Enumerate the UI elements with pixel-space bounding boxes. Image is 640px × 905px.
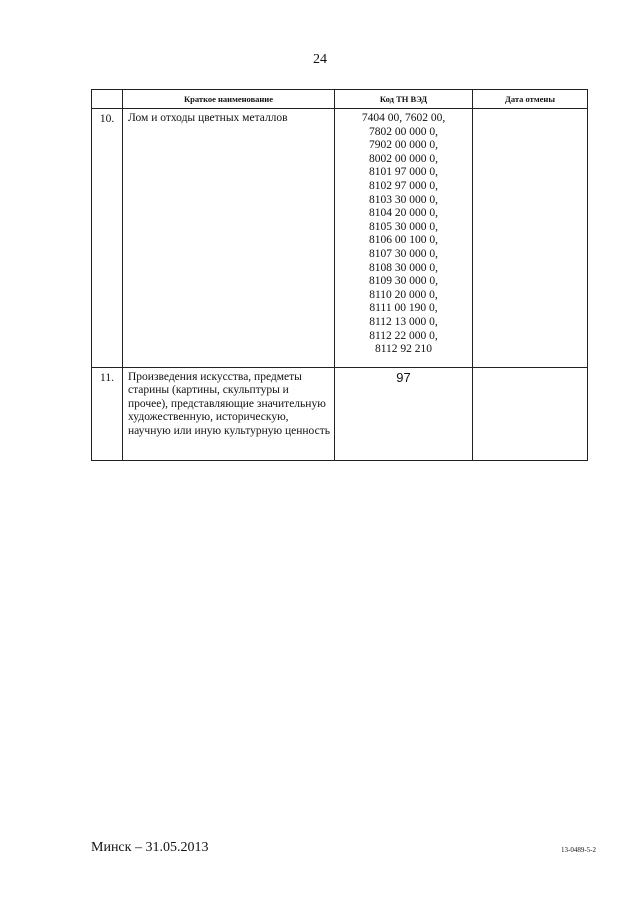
code-line: 8106 00 100 0, <box>369 234 438 247</box>
table-header-row <box>92 90 588 109</box>
header-name: Краткое наименование <box>123 90 335 109</box>
header-number <box>92 90 123 109</box>
code-line: 8109 30 000 0, <box>369 275 438 288</box>
code-line: 8112 13 000 0, <box>369 315 438 328</box>
row-code: 97 <box>335 368 473 461</box>
code-line: 7404 00, 7602 00, <box>361 112 446 124</box>
row-name: Лом и отходы цветных металлов <box>123 109 335 368</box>
code-line: 8112 92 210 <box>374 343 433 356</box>
header-code: Код ТН ВЭД <box>335 90 473 109</box>
document-table <box>91 89 588 461</box>
footer-place-date: Минск – 31.05.2013 <box>91 840 209 855</box>
row-name: Произведения искусства, предметы старины (картины, скульптуры и прочее), представляющие значительную художественную, историческую, научную или иную культурную ценность <box>123 368 335 461</box>
code-line: 8102 97 000 0, <box>369 179 438 192</box>
code-line: 7902 00 000 0, <box>369 139 438 152</box>
row-codes <box>335 109 473 368</box>
table-row <box>92 368 588 461</box>
row-date <box>473 368 588 461</box>
code-line: 8112 22 000 0, <box>369 329 438 342</box>
code-line: 8107 30 000 0, <box>369 247 438 260</box>
code-line: 8002 00 000 0, <box>369 152 438 165</box>
page-number: 24 <box>313 52 327 67</box>
code-line: 8101 97 000 0, <box>369 166 438 179</box>
code-line: 8104 20 000 0, <box>369 207 438 220</box>
header-date: Дата отмены <box>473 90 588 109</box>
code-line: 8103 30 000 0, <box>369 193 438 206</box>
table-row <box>92 109 588 368</box>
code-line: 8110 20 000 0, <box>369 288 438 301</box>
code-line: 7802 00 000 0, <box>369 125 438 138</box>
code-line: 8111 00 190 0, <box>369 302 438 315</box>
code-line: 8108 30 000 0, <box>369 261 438 274</box>
code-line: 8105 30 000 0, <box>369 220 438 233</box>
row-number: 11. <box>92 368 123 461</box>
row-number: 10. <box>92 109 123 368</box>
footer-doc-id: 13-0489-5-2 <box>561 846 596 854</box>
row-date <box>473 109 588 368</box>
